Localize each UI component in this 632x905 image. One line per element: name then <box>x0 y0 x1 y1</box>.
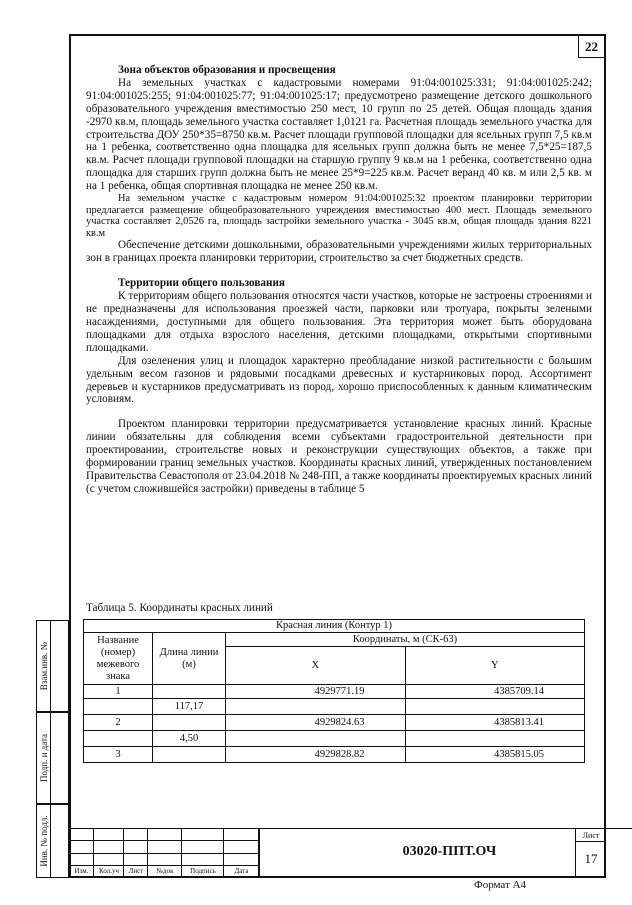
side-box-inv-orig <box>36 804 69 878</box>
paragraph: Для озеленения улиц и площадок характерно преобладание низкой растительности с большим удельным весом газонов и рядовыми посадками древесных и кустарниковых пород. Ассортимент деревьев и кустарников предусматривать из пород, хорошо приспособленных к данным климатическим условиям. <box>86 354 592 406</box>
side-label: Взам.инв. № <box>38 641 49 691</box>
revision-grid: Изм. Кол.уч Лист №док Подпись Дата <box>69 828 259 878</box>
side-label: Инв. № подл. <box>38 815 49 867</box>
sheet-box <box>575 828 606 878</box>
section-heading-public-territories: Территории общего пользования <box>118 277 285 290</box>
paragraph: На земельном участке с кадастровым номером 91:04:001025:32 проектом планировки территории предлагается размещение общеобразовательного учреждения вместимостью 400 мест. Площадь земельного участка составляет 2,0526 га, площадь застройки земельного участка - 3045 кв.м, общая площадь здания 8221 кв.м <box>86 193 592 239</box>
col-header-y: Y <box>405 647 585 685</box>
table-row: 2 4929824.63 4385813.41 <box>84 715 585 731</box>
col-header-name: Название (номер) межевого знака <box>84 633 153 685</box>
top-page-number: 22 <box>578 36 604 58</box>
table-title: Красная линия (Контур 1) <box>84 620 585 633</box>
side-label: Подп. и дата <box>38 733 49 783</box>
title-block <box>69 828 606 878</box>
paragraph: Проектом планировки территории предусматривается установление красных линий. Красные линии обязательны для соблюдения всеми субъектами градостроительной деятельности при проектировании, строительстве новых и реконструкции существующих объектов, а также при формировании границ земельных участков. Координаты красных линий, утвержденных постановлением Правительства Севастополя от 23.04.2018 № 248-ПП, а также координаты проектируемых красных линий (с учетом сложившейся застройки) приведены в таблице 5 <box>86 418 592 495</box>
col-header-length: Длина линии (м) <box>153 633 226 685</box>
sheet-number: 17 <box>584 851 598 866</box>
side-box-inv-replace <box>36 620 69 712</box>
col-header-coords: Координаты, м (СК-63) <box>226 633 585 647</box>
format-label: Формат А4 <box>474 879 527 891</box>
table-row: 3 4929828.82 4385815.05 <box>84 747 585 763</box>
paragraph: На земельных участках с кадастровыми номерами 91:04:001025:331; 91:04:001025:242; 91:04:001025:255; 91:04:001025:77; 91:04:001025:17; предусмотрено размещение детского дошкольного образовательного учреждения вместимостью 250 мест, 10 групп по 25 детей. Общая площадь здания -2970 кв.м, площадь земельного участка составляет 1,0121 га. Расчетная площадь земельного участка для строительства ДОУ 250*35=8750 кв.м. Расчет площади групповой площадки для ясельных групп 7,5 кв.м на 1 ребенка, соответственно одна площадка для ясельных групп должна быть не менее 7,5*25=187,5 кв.м. Расчет площади групповой площадки на старшую группу 9 кв.м на 1 ребенка, соответственно одна площадка для старших групп должна быть не менее 25*9=225 кв.м. Расчет веранд 40 кв. м или 2,5 кв. м на 1 ребенка, общая спортивная площадка не менее 250 кв.м. <box>86 76 592 193</box>
table-caption: Таблица 5. Координаты красных линий <box>86 602 273 614</box>
col-header-x: X <box>226 647 406 685</box>
paragraph: К территориям общего пользования относятся части участков, которые не застроены строениями и не предназначены для использования проезжей части, парковки или тротуара, покрыты зелеными насаждениями, доступными для общего пользования. Эта территория может быть оборудована площадками для отдыха взрослого населения, детскими площадками, открытыми спортивными площадками. <box>86 290 592 354</box>
coordinates-table <box>83 619 585 763</box>
table-row: 4,50 <box>84 731 585 747</box>
document-body <box>86 64 592 496</box>
document-code: 03020-ППТ.ОЧ <box>402 844 497 859</box>
side-box-sign-date <box>36 712 69 804</box>
table-row: 117,17 <box>84 699 585 715</box>
paragraph: Обеспечение детскими дошкольными, образовательными учреждениями жилых территориальных зон в границах проекта планировки территории, строительство за счет бюджетных средств. <box>86 239 592 265</box>
sheet-label: Лист <box>576 831 606 842</box>
table-row: 1 4929771.19 4385709.14 <box>84 685 585 699</box>
section-heading-education: Зона объектов образования и просвещения <box>118 64 336 76</box>
